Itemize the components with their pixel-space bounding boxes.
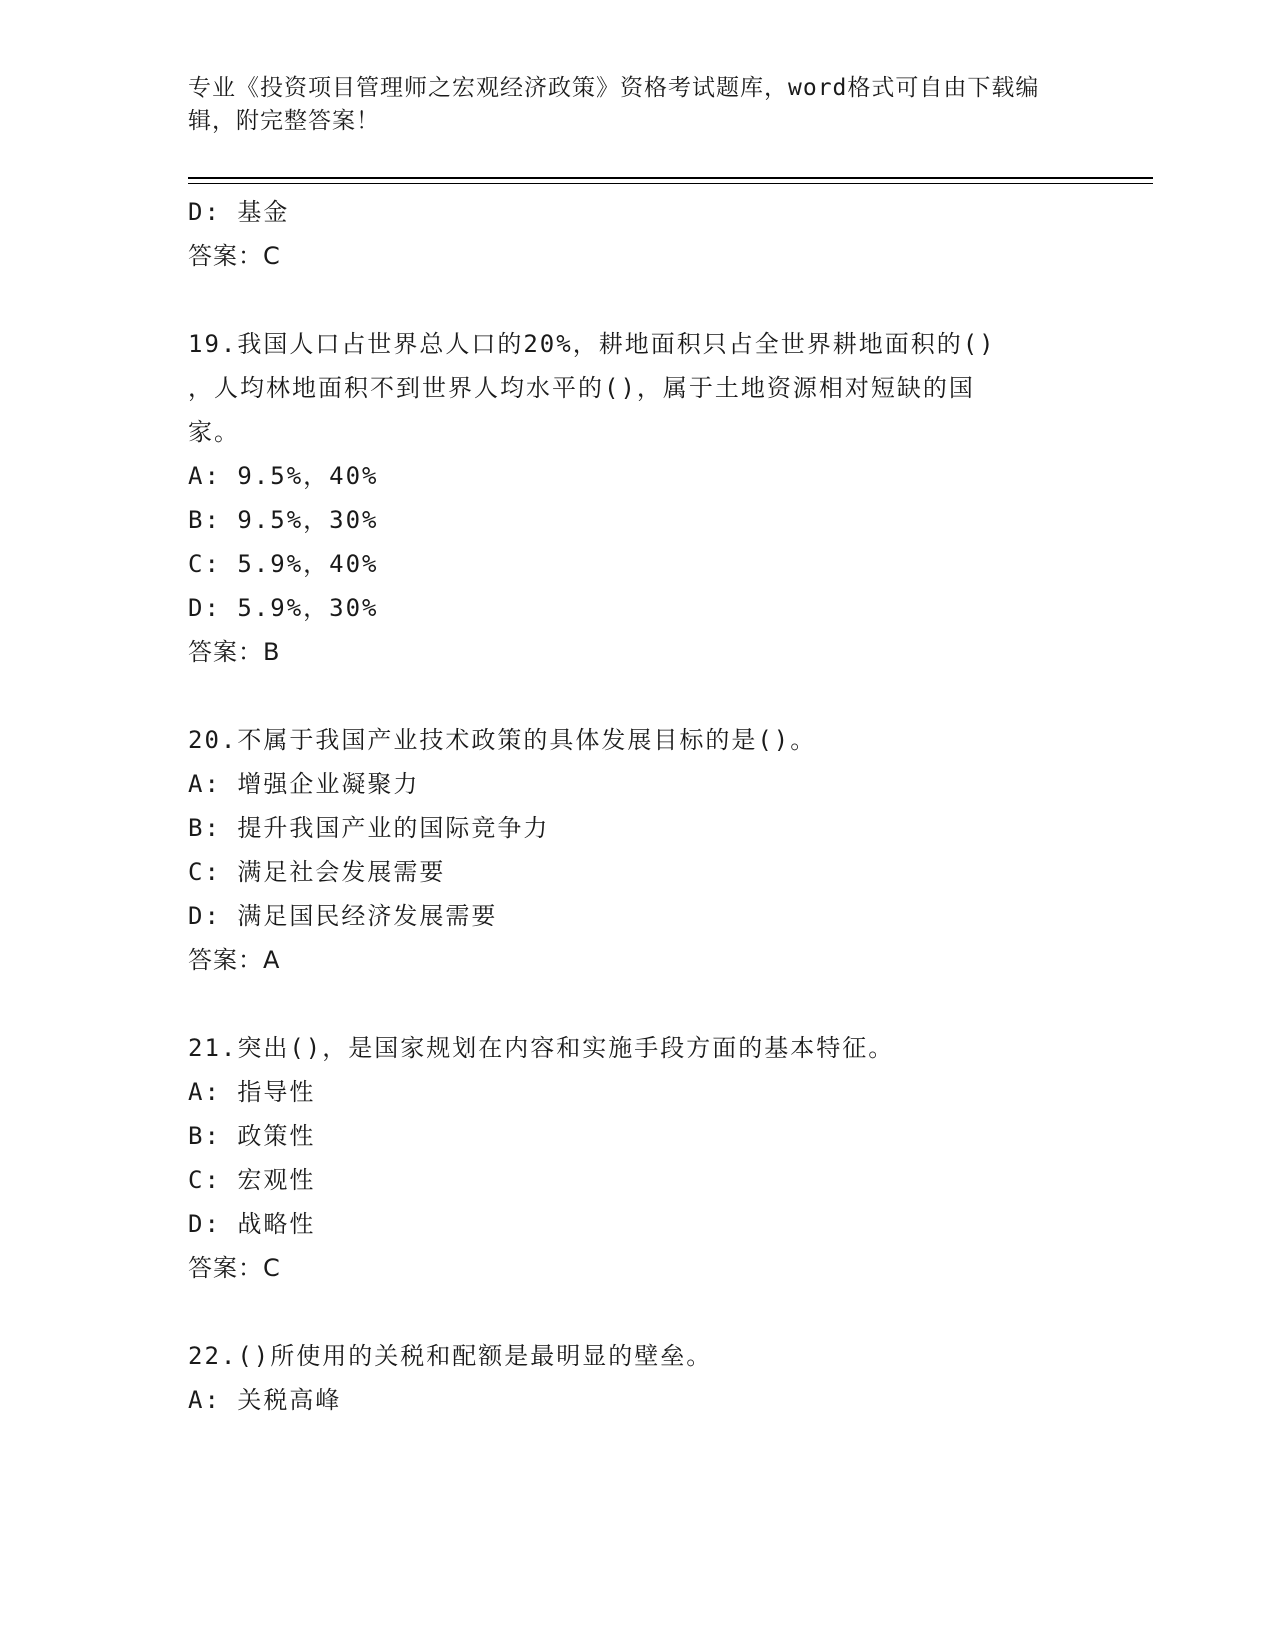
option-d: D: 满足国民经济发展需要 (188, 902, 498, 930)
question-19: 19.我国人口占世界总人口的20%，耕地面积只占全世界耕地面积的() (188, 330, 996, 358)
option-d: D: 战略性 (188, 1210, 316, 1238)
option-b: B: 9.5%，30% (188, 506, 379, 534)
option-c: C: 满足社会发展需要 (188, 858, 446, 886)
question-20: 20.不属于我国产业技术政策的具体发展目标的是()。 (188, 726, 817, 754)
answer-line: 答案：C (188, 1254, 281, 1282)
header-rule-thick (188, 177, 1153, 179)
option-b: B: 政策性 (188, 1122, 316, 1150)
option-d: D: 5.9%，30% (188, 594, 379, 622)
answer-line: 答案：B (188, 638, 281, 666)
option-b: B: 提升我国产业的国际竞争力 (188, 814, 550, 842)
answer-line: 答案：C (188, 242, 281, 270)
option-a: A: 关税高峰 (188, 1386, 342, 1414)
option-c: C: 5.9%，40% (188, 550, 379, 578)
question-22: 22.()所使用的关税和配额是最明显的壁垒。 (188, 1342, 713, 1370)
header-rule-thin (188, 183, 1153, 184)
question-19-cont: ，人均林地面积不到世界人均水平的()，属于土地资源相对短缺的国 (188, 374, 975, 402)
answer-line: 答案：A (188, 946, 281, 974)
question-19-cont: 家。 (188, 418, 240, 446)
option-a: A: 指导性 (188, 1078, 316, 1106)
option-a: A: 9.5%，40% (188, 462, 379, 490)
document-header: 专业《投资项目管理师之宏观经济政策》资格考试题库，word格式可自由下载编辑，附完整答案！ (188, 75, 1040, 134)
option-c: C: 宏观性 (188, 1166, 316, 1194)
option-a: A: 增强企业凝聚力 (188, 770, 420, 798)
question-21: 21.突出()，是国家规划在内容和实施手段方面的基本特征。 (188, 1034, 895, 1062)
option-d: D: 基金 (188, 198, 290, 226)
